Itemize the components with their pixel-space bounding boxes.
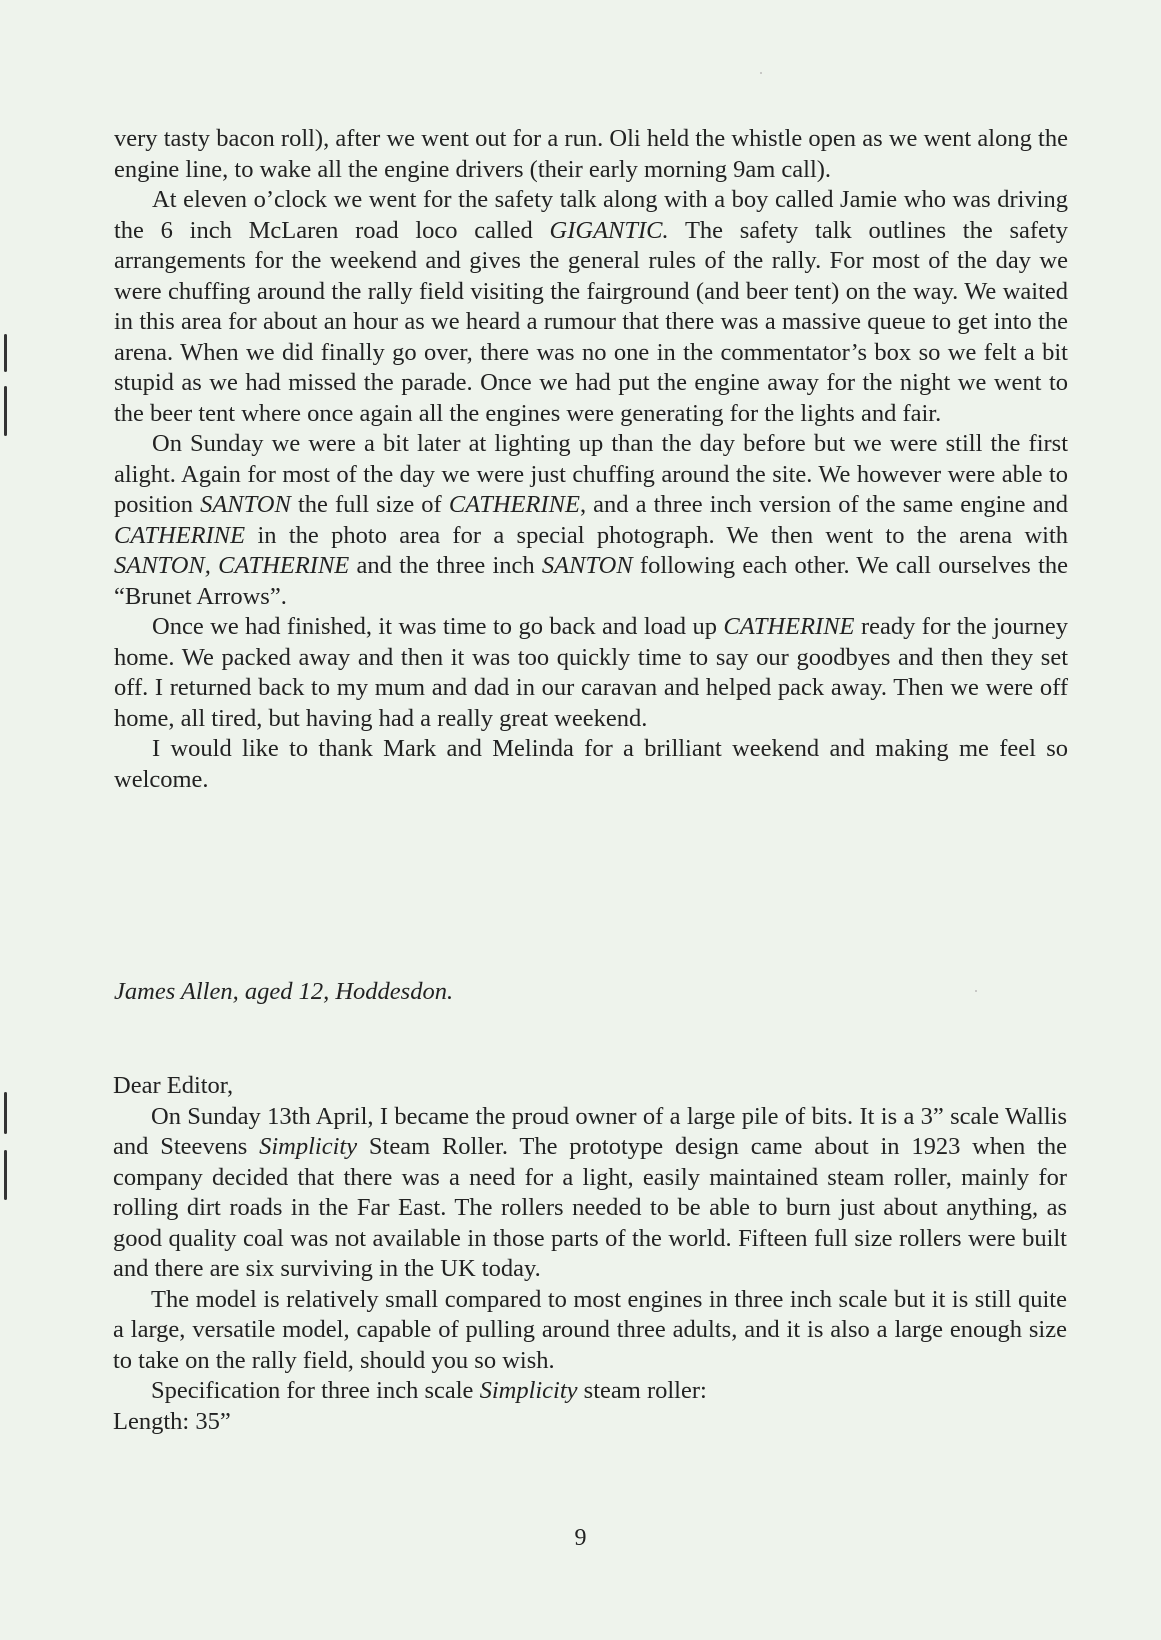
- paragraph: [113, 1285, 1067, 1377]
- paragraph: [113, 1376, 1067, 1407]
- text: At eleven o’clock we went for the safety talk along with a boy called Jamie who was driving the 6 inch McLaren road loco called: [114, 186, 1068, 244]
- text: Steam Roller. The prototype design came about in 1923 when the company decided that there was a need for a light, easily maintained steam roller, mainly for rolling dirt roads in the Far East. The rollers needed to be able to burn just about anything, as good quality coal was not available in those parts of the world. Fifteen full size rollers were built and there are six surviving in the UK today.: [113, 1133, 1067, 1282]
- binding-mark: [4, 386, 7, 436]
- text: On Sunday we were a bit later at lighting up than the day before but we were still the first alight. Again for most of the day we were just chuffing around the site. We however were able to position: [114, 430, 1068, 518]
- binding-mark: [4, 1092, 7, 1134]
- author-signature: James Allen, aged 12, Hoddesdon.: [114, 978, 454, 1005]
- text: Specification for three inch scale: [151, 1377, 480, 1404]
- speck: [975, 990, 977, 992]
- engine-name: CATHERINE: [448, 491, 580, 518]
- text: and the three inch: [349, 552, 542, 579]
- text: in the photo area for a special photograph. We then went to the arena with: [245, 521, 1068, 549]
- text: The model is relatively small compared to most engines in three inch scale but it is still quite a large, versatile model, capable of pulling around three adults, and it is also a large enough size to take on the rally field, should you so wish.: [113, 1285, 1067, 1374]
- page-number: 9: [574, 1525, 587, 1551]
- paragraph: [114, 734, 1068, 795]
- text: The safety talk outlines the safety arrangements for the weekend and gives the general rules of the rally. For most of the day we were chuffing around the rally field visiting the fairground (and beer tent) on the way. We waited in this area for about an hour as we heard a rumour that there was a massive queue to get into the arena. When we did finally go over, there was no one in the commentator’s box so we felt a bit stupid as we had missed the parade. Once we had put the engine away for the night we went to the beer tent where once again all the engines were generating for the lights and fair.: [114, 216, 1068, 427]
- paragraph: [114, 124, 1068, 185]
- text: On Sunday 13th April, I became the proud owner of a large pile of bits. It is a 3” scale Wallis and Steevens: [113, 1102, 1067, 1160]
- text: following each other. We call ourselves the “Brunet Arrows”.: [114, 552, 1068, 610]
- letter-2-body: [113, 1071, 1067, 1437]
- model-name: Simplicity: [479, 1377, 578, 1404]
- paragraph: [114, 429, 1068, 612]
- engine-name: SANTON, CATHERINE: [114, 552, 350, 579]
- text: steam roller:: [577, 1377, 707, 1404]
- text: , and a three inch version of the same engine and: [579, 491, 1068, 518]
- letter-1-body: [114, 124, 1068, 795]
- engine-name: CATHERINE: [114, 521, 246, 549]
- speck: [760, 72, 762, 74]
- specification-line: Length: 35”: [113, 1407, 231, 1435]
- binding-mark: [4, 334, 7, 372]
- text: very tasty bacon roll), after we went out for a run. Oli held the whistle open as we went along the engine line, to wake all the engine drivers (their early morning 9am call).: [114, 125, 1068, 183]
- engine-name: CATHERINE: [723, 613, 855, 640]
- text: ready for the journey home. We packed away and then it was too quickly time to say our goodbyes and then they set off. I returned back to my mum and dad in our caravan and helped pack away. Then we were off home, all tired, but having had a really great weekend.: [114, 613, 1068, 732]
- model-name: Simplicity: [259, 1133, 358, 1160]
- text: the full size of: [290, 491, 449, 518]
- salutation: Dear Editor,: [113, 1072, 234, 1099]
- binding-mark: [4, 1150, 7, 1200]
- paragraph: [113, 1102, 1067, 1285]
- text: Once we had finished, it was time to go back and load up: [152, 613, 724, 640]
- paragraph: [114, 612, 1068, 734]
- paragraph: [114, 185, 1068, 429]
- engine-name: GIGANTIC.: [549, 216, 669, 244]
- text: I would like to thank Mark and Melinda for a brilliant weekend and making me feel so welcome.: [114, 735, 1068, 793]
- engine-name: SANTON: [541, 552, 633, 579]
- engine-name: SANTON: [200, 491, 291, 518]
